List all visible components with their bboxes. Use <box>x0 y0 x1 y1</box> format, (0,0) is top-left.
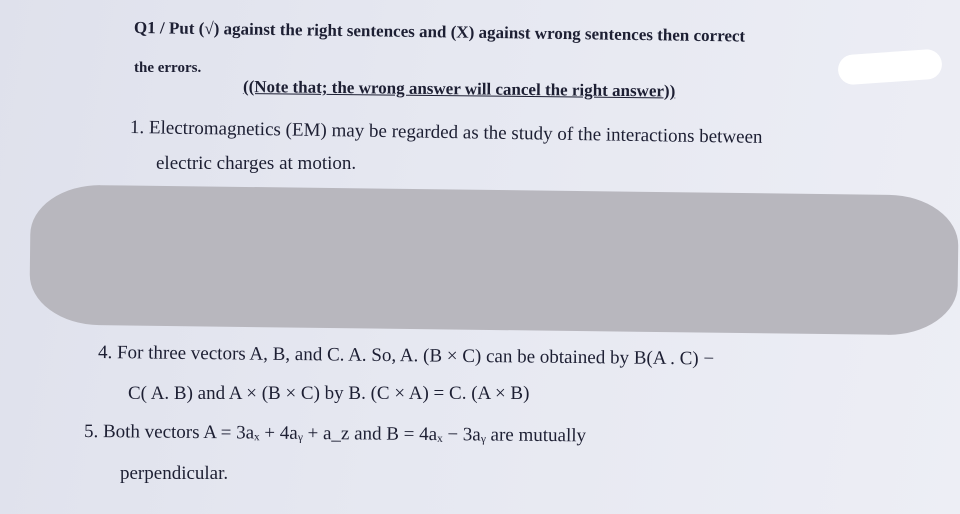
question-title-continued: the errors. <box>134 60 202 76</box>
redaction-white-mark <box>837 48 943 85</box>
statement-1-line-2: electric charges at motion. <box>156 153 357 174</box>
question-note: ((Note that; the wrong answer will cancel the right answer)) <box>242 77 676 101</box>
statement-4-line-1: 4. For three vectors A, B, and C. A. So, A. (B × C) can be obtained by B(A . C) − <box>97 342 715 370</box>
redaction-gray-block <box>29 184 959 335</box>
statement-4-line-2: C( A. B) and A × (B × C) by B. (C × A) = C. (A × B) <box>128 383 530 404</box>
statement-5-line-2: perpendicular. <box>120 463 229 484</box>
statement-5-line-1: 5. Both vectors A = 3aₓ + 4aᵧ + a_z and B = 4aₓ − 3aᵧ are mutually <box>83 421 587 447</box>
statement-1-line-1: 1. Electromagnetics (EM) may be regarded as the study of the interactions between <box>129 117 763 148</box>
question-title: Q1 / Put (√) against the right sentences and (X) against wrong sentences then correct <box>133 18 746 46</box>
